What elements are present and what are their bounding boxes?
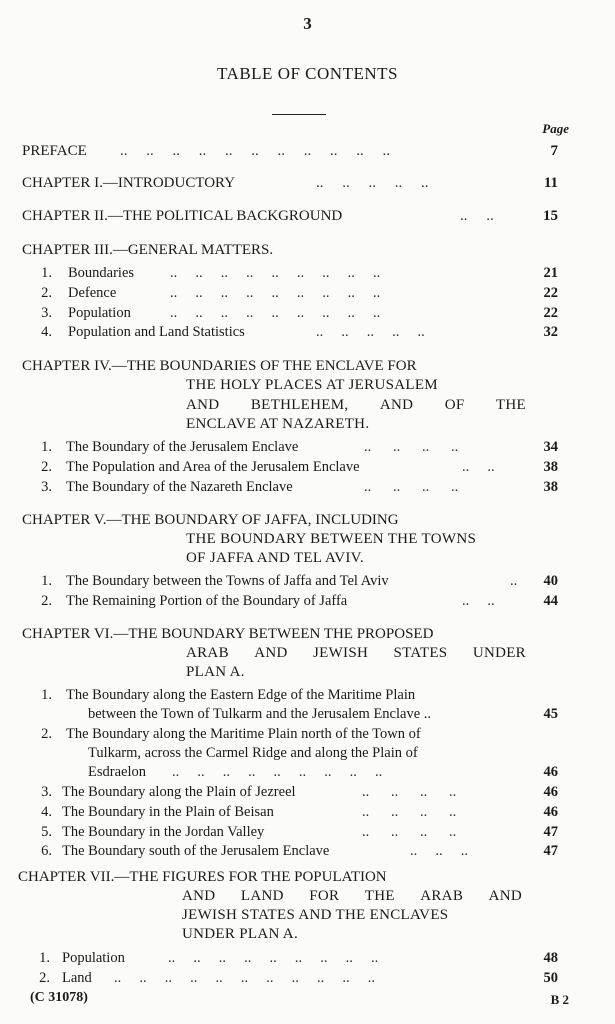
- subentry-number: 4.: [41, 324, 52, 340]
- toc-subentry[interactable]: [0, 950, 615, 970]
- heading-word: LAND: [240, 888, 284, 904]
- subentry-page: 47: [543, 843, 558, 859]
- subentry-label-line2: between the Town of Tulkarm and the Jerusalem Enclave ..: [88, 706, 432, 722]
- leader-dots: .. .. .. .. ..: [316, 324, 425, 340]
- leader-dots: .. .. .. .. .. .. .. .. ..: [170, 265, 381, 281]
- subentry-label: The Boundary along the Plain of Jezreel: [62, 784, 296, 800]
- subentry-page: 40: [543, 573, 558, 589]
- toc-chapter-5-heading[interactable]: [0, 512, 615, 532]
- heading-word: JEWISH: [313, 645, 369, 661]
- subentry-number: 2.: [41, 459, 52, 475]
- subentry-page: 46: [543, 804, 558, 820]
- toc-entry-label: CHAPTER VI.—THE BOUNDARY BETWEEN THE PROPOSED: [22, 626, 434, 642]
- page-column-label: Page: [542, 121, 569, 136]
- chapter-heading-continuation: [186, 397, 526, 414]
- toc-entry-chapter-2[interactable]: [0, 208, 615, 228]
- subentry-label: The Boundary between the Towns of Jaffa and Tel Aviv: [66, 573, 389, 589]
- leader-dots: ..: [510, 573, 518, 589]
- subentry-number: 1.: [41, 439, 52, 455]
- leader-dots: .. .. .. .. .. .. .. .. .. .. ..: [114, 970, 375, 986]
- subentry-label: The Boundary of the Jerusalem Enclave: [66, 439, 299, 455]
- toc-chapter-7-heading[interactable]: [0, 869, 615, 889]
- footer-reference: (C 31078): [30, 990, 88, 1005]
- toc-subentry[interactable]: [0, 970, 615, 990]
- subentry-label: Population: [62, 950, 125, 966]
- toc-subentry[interactable]: [0, 824, 615, 844]
- toc-entry-chapter-1[interactable]: [0, 175, 615, 195]
- toc-chapter-4-heading[interactable]: [0, 358, 615, 378]
- toc-subentry[interactable]: [0, 285, 615, 305]
- chapter-heading-continuation: THE BOUNDARY BETWEEN THE TOWNS: [186, 531, 477, 547]
- subentry-number: 1.: [39, 950, 50, 966]
- toc-page-number: 11: [543, 175, 558, 191]
- footer-signature-mark: B 2: [550, 992, 569, 1007]
- toc-subentry[interactable]: [0, 593, 615, 613]
- subentry-number: 1.: [41, 265, 52, 281]
- leader-dots: .. .. .. ..: [362, 784, 457, 800]
- heading-word: UNDER: [472, 645, 526, 661]
- heading-word: ARAB: [186, 645, 229, 661]
- subentry-page: 21: [543, 265, 558, 281]
- toc-subentry-continuation: [0, 745, 615, 765]
- subentry-number: 3.: [41, 479, 52, 495]
- leader-dots: .. .. .. .. .. .. .. .. ..: [168, 950, 379, 966]
- toc-subentry-continuation[interactable]: [0, 764, 615, 784]
- chapter-heading-continuation: OF JAFFA AND TEL AVIV.: [186, 550, 364, 566]
- toc-entry-label: CHAPTER V.—THE BOUNDARY OF JAFFA, INCLUDING: [22, 512, 399, 528]
- subentry-label: The Boundary in the Plain of Beisan: [62, 804, 274, 820]
- toc-subentry[interactable]: [0, 265, 615, 285]
- leader-dots: .. .. .. ..: [362, 804, 457, 820]
- subentry-page: 45: [543, 706, 558, 722]
- subentry-page: 22: [543, 285, 558, 301]
- leader-dots: .. .. .. .. .. .. .. .. ..: [172, 764, 383, 780]
- subentry-page: 34: [543, 439, 558, 455]
- leader-dots: .. .. .. ..: [364, 439, 459, 455]
- toc-entry-label: PREFACE: [22, 143, 87, 159]
- toc-entry-label: CHAPTER II.—THE POLITICAL BACKGROUND: [22, 208, 343, 224]
- page-number: 3: [303, 14, 312, 33]
- leader-dots: .. .. .. .. .. .. .. .. ..: [170, 305, 381, 321]
- heading-word: AND: [254, 645, 288, 661]
- subentry-page: 38: [543, 459, 558, 475]
- toc-subentry[interactable]: [0, 324, 615, 344]
- subentry-label: Population: [68, 305, 131, 321]
- subentry-number: 3.: [41, 784, 52, 800]
- heading-word: AND: [186, 397, 220, 413]
- subentry-number: 3.: [41, 305, 52, 321]
- subentry-page: 44: [543, 593, 558, 609]
- toc-subentry[interactable]: [0, 439, 615, 459]
- toc-subentry[interactable]: [0, 784, 615, 804]
- subentry-label: The Boundary in the Jordan Valley: [62, 824, 265, 840]
- subentry-page: 48: [543, 950, 558, 966]
- subentry-number: 5.: [41, 824, 52, 840]
- subentry-number: 1.: [41, 687, 52, 703]
- subentry-number: 4.: [41, 804, 52, 820]
- subentry-page: 32: [543, 324, 558, 340]
- toc-subentry[interactable]: [0, 459, 615, 479]
- subentry-label: Defence: [68, 285, 117, 301]
- subentry-label: Land: [62, 970, 92, 986]
- toc-entry-label: CHAPTER III.—GENERAL MATTERS.: [22, 242, 274, 258]
- toc-subentry[interactable]: [0, 726, 615, 746]
- subentry-page: 46: [543, 784, 558, 800]
- subentry-number: 2.: [41, 593, 52, 609]
- subentry-page: 46: [543, 764, 558, 780]
- chapter-heading-continuation: ENCLAVE AT NAZARETH.: [186, 416, 370, 432]
- heading-word: BETHLEHEM,: [250, 397, 349, 413]
- toc-entry-preface[interactable]: [0, 143, 615, 163]
- subentry-number: 2.: [41, 285, 52, 301]
- toc-entry-label: CHAPTER VII.—THE FIGURES FOR THE POPULATION: [18, 869, 387, 885]
- subentry-number: 2.: [41, 726, 52, 742]
- heading-word: AND: [488, 888, 522, 904]
- leader-dots: .. .. .. ..: [364, 479, 459, 495]
- subentry-label: The Boundary south of the Jerusalem Enclave: [62, 843, 330, 859]
- leader-dots: .. ..: [460, 208, 494, 224]
- toc-page-number: 7: [550, 143, 558, 159]
- toc-chapter-6-heading[interactable]: [0, 626, 615, 646]
- chapter-heading-continuation: THE HOLY PLACES AT JERUSALEM: [186, 377, 438, 393]
- subentry-label: The Boundary along the Maritime Plain north of the Town of: [66, 726, 421, 742]
- leader-dots: .. .. .. ..: [362, 824, 457, 840]
- subentry-label: Boundaries: [68, 265, 135, 281]
- heading-word: AND: [379, 397, 414, 413]
- heading-word: THE: [364, 888, 395, 904]
- subentry-page: 47: [543, 824, 558, 840]
- heading-word: STATES: [393, 645, 448, 661]
- toc-chapter-3-heading[interactable]: [0, 242, 615, 262]
- leader-dots: .. .. ..: [410, 843, 468, 859]
- subentry-label-line3: Esdraelon: [88, 764, 146, 780]
- toc-subentry[interactable]: [0, 687, 615, 707]
- toc-subentry[interactable]: [0, 573, 615, 593]
- subentry-label: The Population and Area of the Jerusalem Enclave: [66, 459, 360, 475]
- subentry-page: 50: [543, 970, 558, 986]
- subentry-label: Population and Land Statistics: [68, 324, 245, 340]
- leader-dots: .. .. .. .. .. .. .. .. ..: [170, 285, 381, 301]
- subentry-page: 22: [543, 305, 558, 321]
- subentry-number: 1.: [41, 573, 52, 589]
- subentry-page: 38: [543, 479, 558, 495]
- leader-dots: .. .. .. .. ..: [316, 175, 429, 191]
- toc-subentry[interactable]: [0, 843, 615, 863]
- heading-word: OF: [444, 397, 465, 413]
- toc-entry-label: CHAPTER IV.—THE BOUNDARIES OF THE ENCLAVE FOR: [22, 358, 417, 374]
- heading-word: ARAB: [420, 888, 464, 904]
- toc-subentry-continuation[interactable]: [0, 706, 615, 726]
- heading-word: FOR: [309, 888, 340, 904]
- heading-word: AND: [182, 888, 216, 904]
- chapter-heading-continuation: [186, 645, 526, 662]
- title-rule: [272, 114, 326, 115]
- leader-dots: .. ..: [462, 593, 495, 609]
- toc-subentry[interactable]: [0, 305, 615, 325]
- subentry-label: The Boundary of the Nazareth Enclave: [66, 479, 293, 495]
- subentry-label: The Remaining Portion of the Boundary of Jaffa: [66, 593, 348, 609]
- leader-dots: .. ..: [462, 459, 495, 475]
- toc-subentry[interactable]: [0, 804, 615, 824]
- chapter-heading-continuation: PLAN A.: [186, 664, 245, 680]
- toc-page-number: 15: [543, 208, 558, 224]
- heading-word: THE: [495, 397, 526, 413]
- leader-dots: .. .. .. .. .. .. .. .. .. .. ..: [120, 143, 390, 159]
- subentry-number: 6.: [41, 843, 52, 859]
- subentry-number: 2.: [39, 970, 50, 986]
- chapter-heading-continuation: JEWISH STATES AND THE ENCLAVES: [182, 907, 449, 923]
- toc-subentry[interactable]: [0, 479, 615, 499]
- page-title: TABLE OF CONTENTS: [217, 64, 398, 83]
- toc-entry-label: CHAPTER I.—INTRODUCTORY: [22, 175, 236, 191]
- subentry-label-line2: Tulkarm, across the Carmel Ridge and along the Plain of: [88, 745, 418, 761]
- subentry-label: The Boundary along the Eastern Edge of the Maritime Plain: [66, 687, 416, 703]
- chapter-heading-continuation: UNDER PLAN A.: [182, 926, 298, 942]
- chapter-heading-continuation: [182, 888, 522, 905]
